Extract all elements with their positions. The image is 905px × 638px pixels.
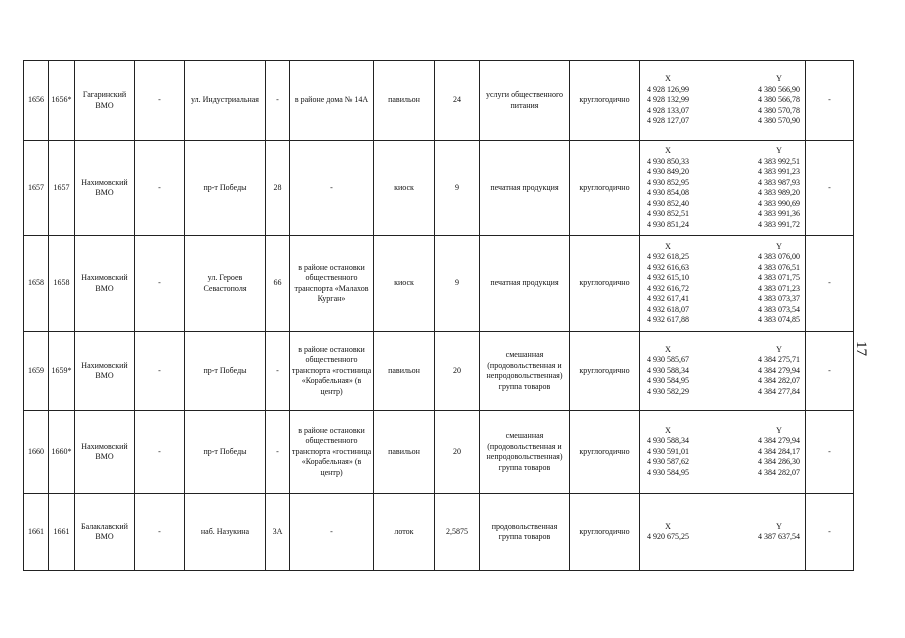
cell-district: Балаклавский ВМО bbox=[75, 494, 135, 571]
cell-district: Нахимовский ВМО bbox=[75, 236, 135, 332]
cell-period: круглогодично bbox=[570, 411, 640, 494]
coord-value-x: 4 930 854,08 bbox=[647, 188, 689, 197]
cell-street: пр-т Победы bbox=[185, 141, 266, 236]
coord-value-x: 4 930 850,33 bbox=[647, 156, 689, 166]
coord-header-y: Y bbox=[776, 521, 782, 531]
coord-value-y: 4 383 987,93 bbox=[758, 177, 800, 187]
coord-value-y: 4 384 275,71 bbox=[758, 355, 800, 365]
coord-value-x: 4 930 588,34 bbox=[647, 365, 689, 375]
cell-n2: 1658 bbox=[49, 236, 75, 332]
coord-value-y: 4 380 570,78 bbox=[758, 105, 800, 115]
coord-header-x: X bbox=[665, 241, 671, 251]
coord-value-x: 4 930 851,24 bbox=[647, 219, 689, 229]
cell-spec: услуги общественного питания bbox=[480, 61, 570, 141]
coord-value-x: 4 932 618,07 bbox=[647, 304, 689, 314]
coord-header-x: X bbox=[665, 521, 671, 531]
cell-house: - bbox=[266, 411, 290, 494]
table-row bbox=[24, 332, 854, 411]
cell-type: павильон bbox=[374, 61, 435, 141]
cell-house: - bbox=[266, 332, 290, 411]
coord-value-y: 4 387 637,54 bbox=[758, 532, 800, 541]
cell-period: круглогодично bbox=[570, 61, 640, 141]
cell-area: 9 bbox=[435, 141, 480, 236]
coord-column-x bbox=[647, 522, 689, 543]
cell-c4: - bbox=[135, 236, 185, 332]
cell-street: наб. Назукина bbox=[185, 494, 266, 571]
cell-area: 20 bbox=[435, 411, 480, 494]
cell-period: круглогодично bbox=[570, 141, 640, 236]
coord-value-y: 4 384 282,07 bbox=[758, 467, 800, 477]
cell-n2: 1657 bbox=[49, 141, 75, 236]
cell-period: круглогодично bbox=[570, 332, 640, 411]
coord-column-y bbox=[758, 146, 800, 230]
cell-last: - bbox=[806, 411, 854, 494]
cell-type: киоск bbox=[374, 141, 435, 236]
coord-header-y: Y bbox=[776, 425, 782, 435]
coord-value-y: 4 383 071,23 bbox=[758, 283, 800, 293]
cell-n2: 1661 bbox=[49, 494, 75, 571]
cell-type: лоток bbox=[374, 494, 435, 571]
coord-value-x: 4 930 588,34 bbox=[647, 436, 689, 446]
coord-column-x bbox=[647, 426, 689, 479]
coord-value-y: 4 384 279,94 bbox=[758, 436, 800, 446]
coord-column-y bbox=[758, 522, 800, 543]
coord-value-x: 4 920 675,25 bbox=[647, 532, 689, 541]
cell-last: - bbox=[806, 332, 854, 411]
coord-column-y bbox=[758, 426, 800, 479]
coord-column-y bbox=[758, 74, 800, 127]
cell-area: 9 bbox=[435, 236, 480, 332]
coord-value-y: 4 380 566,78 bbox=[758, 95, 800, 105]
coord-header-x: X bbox=[665, 146, 671, 155]
coord-column-y bbox=[758, 242, 800, 326]
cell-n1: 1656 bbox=[24, 61, 49, 141]
coord-header-y: Y bbox=[776, 146, 782, 155]
cell-area: 24 bbox=[435, 61, 480, 141]
cell-last: - bbox=[806, 141, 854, 236]
coord-column-y bbox=[758, 345, 800, 398]
coord-value-y: 4 383 991,36 bbox=[758, 209, 800, 218]
coord-value-x: 4 930 852,40 bbox=[647, 198, 689, 208]
coord-value-x: 4 932 615,10 bbox=[647, 273, 689, 282]
table-row bbox=[24, 494, 854, 571]
coord-value-y: 4 384 286,30 bbox=[758, 457, 800, 467]
cell-place: в районе остановки общественного транспорта «Малахов Курган» bbox=[290, 236, 374, 332]
coord-value-y: 4 384 284,17 bbox=[758, 446, 800, 456]
cell-n1: 1658 bbox=[24, 236, 49, 332]
cell-coordinates bbox=[640, 411, 806, 494]
cell-spec: печатная продукция bbox=[480, 236, 570, 332]
coord-value-x: 4 930 585,67 bbox=[647, 355, 689, 365]
cell-coordinates bbox=[640, 236, 806, 332]
coord-value-y: 4 383 989,20 bbox=[758, 188, 800, 197]
coord-value-x: 4 930 582,29 bbox=[647, 386, 689, 396]
coord-header-x: X bbox=[665, 344, 671, 354]
cell-n1: 1660 bbox=[24, 411, 49, 494]
cell-c4: - bbox=[135, 141, 185, 236]
register-body bbox=[24, 61, 854, 571]
cell-spec: смешанная (продовольственная и непродовольственная) группа товаров bbox=[480, 332, 570, 411]
coord-header-y: Y bbox=[776, 344, 782, 354]
cell-street: ул. Героев Севастополя bbox=[185, 236, 266, 332]
cell-type: павильон bbox=[374, 332, 435, 411]
coord-value-y: 4 383 991,23 bbox=[758, 167, 800, 176]
coord-value-y: 4 384 277,84 bbox=[758, 386, 800, 396]
cell-place: - bbox=[290, 494, 374, 571]
cell-spec: смешанная (продовольственная и непродовольственная) группа товаров bbox=[480, 411, 570, 494]
coord-value-y: 4 383 076,51 bbox=[758, 262, 800, 272]
cell-coordinates bbox=[640, 141, 806, 236]
coord-header-x: X bbox=[665, 425, 671, 435]
cell-period: круглогодично bbox=[570, 494, 640, 571]
coord-value-y: 4 384 279,94 bbox=[758, 365, 800, 375]
coord-value-y: 4 380 566,90 bbox=[758, 84, 800, 94]
cell-spec: продовольственная группа товаров bbox=[480, 494, 570, 571]
coord-value-x: 4 928 127,07 bbox=[647, 116, 689, 126]
cell-n2: 1656* bbox=[49, 61, 75, 141]
coord-value-x: 4 930 852,95 bbox=[647, 177, 689, 187]
cell-n1: 1659 bbox=[24, 332, 49, 411]
cell-coordinates bbox=[640, 494, 806, 571]
cell-street: пр-т Победы bbox=[185, 411, 266, 494]
page-number: 17 bbox=[853, 341, 869, 356]
coord-value-y: 4 383 992,51 bbox=[758, 156, 800, 166]
cell-area: 2,5875 bbox=[435, 494, 480, 571]
coord-value-x: 4 932 616,63 bbox=[647, 262, 689, 272]
coord-value-x: 4 932 616,72 bbox=[647, 283, 689, 293]
coord-value-x: 4 928 132,99 bbox=[647, 95, 689, 105]
cell-house: 66 bbox=[266, 236, 290, 332]
cell-street: ул. Индустриальная bbox=[185, 61, 266, 141]
cell-house: 28 bbox=[266, 141, 290, 236]
register-table bbox=[23, 60, 854, 571]
cell-n1: 1661 bbox=[24, 494, 49, 571]
coord-header-y: Y bbox=[776, 74, 782, 84]
coord-column-x bbox=[647, 345, 689, 398]
coord-value-y: 4 380 570,90 bbox=[758, 116, 800, 126]
coord-column-x bbox=[647, 74, 689, 127]
coord-value-y: 4 383 073,37 bbox=[758, 294, 800, 303]
cell-house: 3А bbox=[266, 494, 290, 571]
coord-column-x bbox=[647, 242, 689, 326]
cell-spec: печатная продукция bbox=[480, 141, 570, 236]
table-row bbox=[24, 411, 854, 494]
cell-place: в районе дома № 14А bbox=[290, 61, 374, 141]
cell-c4: - bbox=[135, 494, 185, 571]
cell-place: - bbox=[290, 141, 374, 236]
cell-coordinates bbox=[640, 61, 806, 141]
cell-place: в районе остановки общественного транспорта «гостиница «Корабельная» (в центр) bbox=[290, 332, 374, 411]
coord-value-y: 4 383 991,72 bbox=[758, 219, 800, 229]
coord-value-y: 4 384 282,07 bbox=[758, 376, 800, 386]
coord-value-x: 4 930 584,95 bbox=[647, 376, 689, 386]
coord-value-x: 4 928 133,07 bbox=[647, 105, 689, 115]
cell-district: Нахимовский ВМО bbox=[75, 411, 135, 494]
coord-value-y: 4 383 990,69 bbox=[758, 198, 800, 208]
cell-type: павильон bbox=[374, 411, 435, 494]
cell-district: Нахимовский ВМО bbox=[75, 141, 135, 236]
coord-column-x bbox=[647, 146, 689, 230]
coord-value-x: 4 932 617,88 bbox=[647, 315, 689, 324]
cell-c4: - bbox=[135, 411, 185, 494]
coord-value-x: 4 928 126,99 bbox=[647, 84, 689, 94]
cell-type: киоск bbox=[374, 236, 435, 332]
cell-last: - bbox=[806, 61, 854, 141]
coord-value-x: 4 932 618,25 bbox=[647, 252, 689, 261]
cell-n1: 1657 bbox=[24, 141, 49, 236]
cell-last: - bbox=[806, 236, 854, 332]
coord-value-x: 4 932 617,41 bbox=[647, 294, 689, 303]
coord-header-x: X bbox=[665, 74, 671, 84]
cell-place: в районе остановки общественного транспорта «гостиница «Корабельная» (в центр) bbox=[290, 411, 374, 494]
cell-c4: - bbox=[135, 332, 185, 411]
table-row bbox=[24, 61, 854, 141]
cell-street: пр-т Победы bbox=[185, 332, 266, 411]
cell-district: Нахимовский ВМО bbox=[75, 332, 135, 411]
coord-value-y: 4 383 076,00 bbox=[758, 252, 800, 261]
cell-area: 20 bbox=[435, 332, 480, 411]
coord-value-y: 4 383 073,54 bbox=[758, 304, 800, 314]
table-row bbox=[24, 141, 854, 236]
coord-value-x: 4 930 584,95 bbox=[647, 467, 689, 477]
coord-value-x: 4 930 849,20 bbox=[647, 167, 689, 176]
cell-period: круглогодично bbox=[570, 236, 640, 332]
cell-n2: 1659* bbox=[49, 332, 75, 411]
cell-n2: 1660* bbox=[49, 411, 75, 494]
coord-value-y: 4 383 074,85 bbox=[758, 315, 800, 324]
cell-house: - bbox=[266, 61, 290, 141]
coord-header-y: Y bbox=[776, 241, 782, 251]
cell-coordinates bbox=[640, 332, 806, 411]
cell-c4: - bbox=[135, 61, 185, 141]
coord-value-x: 4 930 587,62 bbox=[647, 457, 689, 467]
table-row bbox=[24, 236, 854, 332]
cell-district: Гагаринский ВМО bbox=[75, 61, 135, 141]
cell-last: - bbox=[806, 494, 854, 571]
coord-value-x: 4 930 591,01 bbox=[647, 446, 689, 456]
coord-value-y: 4 383 071,75 bbox=[758, 273, 800, 282]
coord-value-x: 4 930 852,51 bbox=[647, 209, 689, 218]
